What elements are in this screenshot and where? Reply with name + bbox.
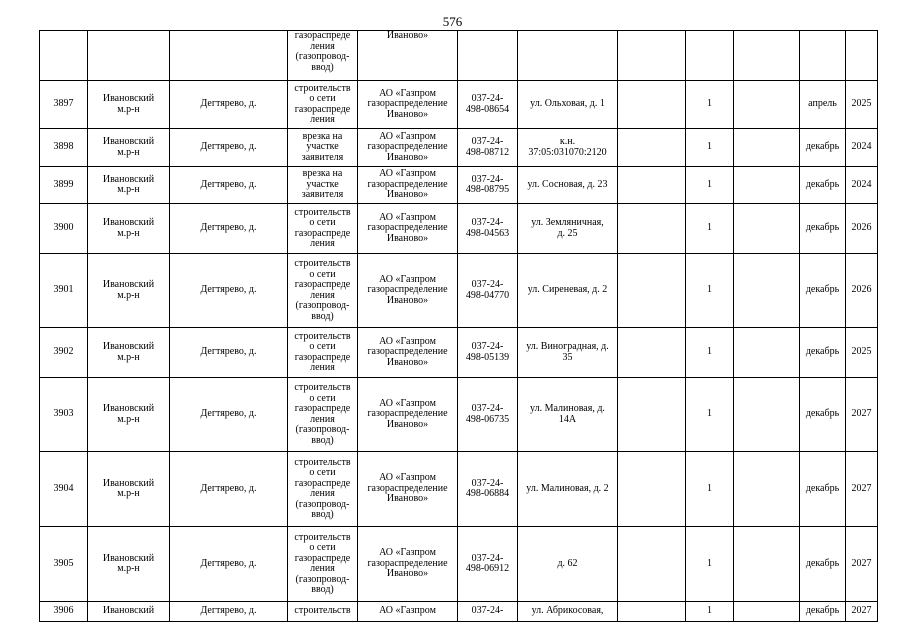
district-line: м.р-н [117, 146, 140, 158]
organization-line: Иваново» [386, 568, 429, 580]
empty-cell-10 [734, 602, 800, 622]
address-cell [518, 81, 618, 129]
organization-line: Иваново» [386, 294, 429, 306]
work-type-line: о сети [309, 392, 336, 404]
work-type-line: (газопровод- [295, 424, 350, 435]
empty-cell-10 [734, 129, 800, 167]
year-cell: 2026 [846, 204, 878, 254]
application-code-line: 498-04563 [465, 227, 510, 239]
district-cell [88, 167, 170, 204]
application-code-line: 037-24- [471, 477, 504, 489]
district-line: Ивановский [102, 341, 155, 352]
month-cell: декабрь [800, 167, 846, 204]
district-cell [88, 254, 170, 328]
district-line: Ивановский [102, 552, 155, 564]
organization-line: Иваново» [386, 418, 429, 430]
organization-line: Иваново» [386, 356, 429, 368]
quantity-cell: 1 [686, 204, 734, 254]
district-line: м.р-н [117, 227, 140, 239]
organization-line: АО «Газпром [379, 605, 436, 617]
address-line: ул. Виноградная, д. [526, 341, 609, 352]
table-body [40, 31, 878, 622]
month-cell: декабрь [800, 452, 846, 527]
district-line: м.р-н [117, 413, 140, 425]
row-number-cell: 3906 [40, 602, 88, 622]
district-line: м.р-н [117, 351, 140, 363]
application-code-cell [458, 31, 518, 81]
work-type-line: газораспреде [294, 30, 351, 41]
organization-cell [358, 602, 458, 622]
work-type-line: о сети [309, 542, 336, 553]
organization-line: АО «Газпром [379, 87, 436, 99]
work-type-line: участке [306, 178, 339, 190]
month-cell: декабрь [800, 204, 846, 254]
work-type-cell [288, 167, 358, 204]
application-code-line: 037-24- [471, 341, 504, 352]
year-cell: 2024 [846, 167, 878, 204]
address-line: ул. Сиреневая, д. 2 [527, 284, 608, 296]
organization-line: Иваново» [386, 108, 429, 120]
organization-line: Иваново» [386, 493, 429, 505]
organization-line: АО «Газпром [379, 397, 436, 409]
work-type-line: ления [310, 40, 335, 52]
address-line: ул. Малиновая, д. 2 [526, 482, 609, 494]
application-code-line: 037-24- [471, 605, 504, 617]
organization-line: газораспределение [367, 178, 448, 190]
quantity-cell: 1 [686, 452, 734, 527]
address-line: ул. Абрикосовая, [531, 605, 604, 617]
address-line: д. 62 [557, 557, 578, 569]
empty-cell-8 [618, 527, 686, 602]
work-type-line: заявителя [301, 189, 344, 201]
address-cell [518, 31, 618, 81]
organization-line: Иваново» [386, 30, 429, 41]
quantity-cell: 1 [686, 602, 734, 622]
application-code-cell [458, 167, 518, 204]
district-line: м.р-н [117, 103, 140, 115]
work-type-line: ления [310, 238, 335, 249]
application-code-cell [458, 527, 518, 602]
data-table [39, 30, 878, 622]
table-row [40, 204, 878, 254]
organization-line: газораспределение [367, 557, 448, 569]
work-type-line: о сети [309, 341, 336, 352]
application-code-line: 037-24- [471, 279, 504, 290]
district-line: м.р-н [117, 563, 140, 574]
table-row [40, 602, 878, 622]
address-line: ул. Малиновая, д. [530, 403, 605, 414]
district-line: Ивановский [102, 605, 155, 617]
district-cell [88, 129, 170, 167]
settlement-cell: Дегтярево, д. [170, 527, 288, 602]
work-type-line: строительств [294, 206, 351, 218]
work-type-line: ввод) [311, 434, 334, 446]
work-type-line: строительств [294, 82, 351, 94]
address-cell [518, 328, 618, 378]
work-type-line: (газопровод- [295, 498, 350, 510]
row-number-cell [40, 31, 88, 81]
application-code-cell [458, 81, 518, 129]
application-code-cell [458, 254, 518, 328]
month-cell: декабрь [800, 129, 846, 167]
work-type-line: ления [310, 413, 335, 425]
address-line: ул. Сосновая, д. 23 [527, 178, 608, 190]
quantity-cell [686, 31, 734, 81]
address-line: д. 25 [557, 227, 578, 239]
work-type-line: ввод) [311, 310, 334, 322]
empty-cell-8 [618, 452, 686, 527]
organization-line: АО «Газпром [379, 130, 436, 142]
address-cell [518, 254, 618, 328]
work-type-line: газораспреде [294, 227, 351, 239]
organization-cell [358, 254, 458, 328]
table-row [40, 167, 878, 204]
address-cell [518, 452, 618, 527]
organization-cell [358, 81, 458, 129]
year-cell: 2025 [846, 81, 878, 129]
work-type-cell [288, 129, 358, 167]
work-type-line: (газопровод- [295, 573, 350, 585]
organization-line: Иваново» [386, 232, 429, 244]
month-cell: декабрь [800, 602, 846, 622]
quantity-cell: 1 [686, 167, 734, 204]
quantity-cell: 1 [686, 328, 734, 378]
work-type-line: ввод) [311, 61, 334, 73]
table-row [40, 527, 878, 602]
organization-line: газораспределение [367, 482, 448, 494]
quantity-cell: 1 [686, 81, 734, 129]
year-cell: 2024 [846, 129, 878, 167]
work-type-line: (газопровод- [295, 51, 350, 62]
row-number-cell: 3899 [40, 167, 88, 204]
address-line: 37:05:031070:2120 [528, 146, 607, 158]
empty-cell-10 [734, 254, 800, 328]
settlement-cell: Дегтярево, д. [170, 129, 288, 167]
district-cell [88, 378, 170, 452]
table-row [40, 328, 878, 378]
address-line: ул. Ольховая, д. 1 [530, 98, 605, 110]
year-cell [846, 31, 878, 81]
table-row [40, 254, 878, 328]
district-cell [88, 204, 170, 254]
address-cell [518, 527, 618, 602]
application-code-cell [458, 378, 518, 452]
organization-line: газораспределение [367, 98, 448, 110]
application-code-cell [458, 452, 518, 527]
district-cell [88, 81, 170, 129]
application-code-line: 037-24- [471, 173, 504, 185]
work-type-cell [288, 378, 358, 452]
row-number-cell: 3905 [40, 527, 88, 602]
organization-line: Иваново» [386, 151, 429, 163]
organization-cell [358, 378, 458, 452]
organization-line: Иваново» [386, 189, 429, 201]
row-number-cell: 3898 [40, 129, 88, 167]
organization-cell [358, 129, 458, 167]
table-row [40, 378, 878, 452]
month-cell [800, 31, 846, 81]
organization-line: АО «Газпром [379, 168, 436, 180]
empty-cell-8 [618, 129, 686, 167]
organization-line: газораспределение [367, 284, 448, 296]
page-number: 576 [442, 14, 463, 29]
organization-cell [358, 167, 458, 204]
address-cell [518, 129, 618, 167]
empty-cell-10 [734, 452, 800, 527]
work-type-line: газораспреде [294, 552, 351, 564]
year-cell: 2027 [846, 452, 878, 527]
address-line: 14А [558, 413, 577, 425]
work-type-line: газораспреде [294, 477, 351, 489]
work-type-cell [288, 31, 358, 81]
table-row [40, 452, 878, 527]
application-code-line: 498-06912 [465, 563, 510, 574]
empty-cell-8 [618, 602, 686, 622]
district-line: Ивановский [102, 279, 155, 290]
year-cell: 2027 [846, 602, 878, 622]
empty-cell-10 [734, 31, 800, 81]
month-cell: декабрь [800, 378, 846, 452]
organization-line: газораспределение [367, 141, 448, 153]
empty-cell-10 [734, 167, 800, 204]
work-type-line: газораспреде [294, 351, 351, 363]
year-cell: 2025 [846, 328, 878, 378]
district-line: Ивановский [102, 403, 155, 414]
empty-cell-8 [618, 31, 686, 81]
organization-cell [358, 527, 458, 602]
district-cell [88, 328, 170, 378]
work-type-line: газораспреде [294, 403, 351, 414]
month-cell: апрель [800, 81, 846, 129]
application-code-line: 498-08712 [465, 146, 510, 158]
application-code-line: 498-06884 [465, 488, 510, 499]
application-code-line: 498-08795 [465, 184, 510, 195]
work-type-line: заявителя [301, 151, 344, 163]
district-line: м.р-н [117, 289, 140, 301]
address-cell [518, 167, 618, 204]
organization-line: газораспределение [367, 346, 448, 358]
work-type-line: ввод) [311, 509, 334, 520]
work-type-line: строительств [294, 330, 351, 342]
address-line: к.н. [559, 136, 576, 147]
work-type-line: ления [310, 362, 335, 373]
table-row [40, 31, 878, 81]
table-row [40, 129, 878, 167]
year-cell: 2027 [846, 378, 878, 452]
settlement-cell: Дегтярево, д. [170, 81, 288, 129]
district-line: Ивановский [102, 136, 155, 147]
work-type-cell [288, 204, 358, 254]
application-code-line: 498-05139 [465, 351, 510, 363]
empty-cell-10 [734, 81, 800, 129]
application-code-cell [458, 328, 518, 378]
district-line: м.р-н [117, 184, 140, 195]
work-type-line: о сети [309, 268, 336, 280]
year-cell: 2026 [846, 254, 878, 328]
address-line: 35 [562, 351, 573, 363]
work-type-cell [288, 81, 358, 129]
work-type-line: о сети [309, 467, 336, 478]
organization-line: АО «Газпром [379, 335, 436, 347]
work-type-cell [288, 452, 358, 527]
work-type-line: о сети [309, 93, 336, 104]
work-type-cell [288, 254, 358, 328]
work-type-line: участке [306, 141, 339, 153]
application-code-line: 037-24- [471, 552, 504, 564]
empty-cell-8 [618, 204, 686, 254]
settlement-cell: Дегтярево, д. [170, 452, 288, 527]
application-code-line: 037-24- [471, 217, 504, 228]
year-cell: 2027 [846, 527, 878, 602]
district-cell [88, 31, 170, 81]
work-type-line: строительств [294, 605, 351, 617]
organization-line: АО «Газпром [379, 211, 436, 223]
quantity-cell: 1 [686, 254, 734, 328]
row-number-cell: 3900 [40, 204, 88, 254]
row-number-cell: 3903 [40, 378, 88, 452]
work-type-line: о сети [309, 217, 336, 228]
district-line: Ивановский [102, 217, 155, 228]
empty-cell-8 [618, 254, 686, 328]
quantity-cell: 1 [686, 378, 734, 452]
organization-line: газораспределение [367, 222, 448, 234]
organization-line: АО «Газпром [379, 472, 436, 484]
address-cell [518, 204, 618, 254]
empty-cell-10 [734, 204, 800, 254]
empty-cell-8 [618, 167, 686, 204]
work-type-cell [288, 328, 358, 378]
settlement-cell: Дегтярево, д. [170, 378, 288, 452]
district-cell [88, 527, 170, 602]
work-type-line: врезка на [302, 130, 343, 142]
application-code-cell [458, 602, 518, 622]
settlement-cell: Дегтярево, д. [170, 167, 288, 204]
application-code-line: 498-04770 [465, 289, 510, 301]
empty-cell-8 [618, 378, 686, 452]
quantity-cell: 1 [686, 129, 734, 167]
application-code-line: 498-08654 [465, 103, 510, 115]
application-code-cell [458, 129, 518, 167]
row-number-cell: 3901 [40, 254, 88, 328]
row-number-cell: 3897 [40, 81, 88, 129]
empty-cell-8 [618, 328, 686, 378]
empty-cell-10 [734, 328, 800, 378]
quantity-cell: 1 [686, 527, 734, 602]
district-line: м.р-н [117, 488, 140, 499]
work-type-line: врезка на [302, 168, 343, 180]
organization-line: АО «Газпром [379, 547, 436, 559]
empty-cell-8 [618, 81, 686, 129]
work-type-line: строительств [294, 531, 351, 543]
work-type-cell [288, 527, 358, 602]
address-cell [518, 602, 618, 622]
settlement-cell: Дегтярево, д. [170, 328, 288, 378]
row-number-cell: 3904 [40, 452, 88, 527]
work-type-line: строительств [294, 382, 351, 393]
application-code-cell [458, 204, 518, 254]
settlement-cell: Дегтярево, д. [170, 602, 288, 622]
organization-cell [358, 31, 458, 81]
work-type-line: газораспреде [294, 103, 351, 115]
month-cell: декабрь [800, 328, 846, 378]
application-code-line: 037-24- [471, 136, 504, 147]
work-type-line: ления [310, 488, 335, 499]
work-type-line: ления [310, 563, 335, 574]
empty-cell-10 [734, 527, 800, 602]
work-type-line: ввод) [311, 584, 334, 595]
address-line: ул. Земляничная, [531, 217, 604, 228]
organization-line: газораспределение [367, 408, 448, 420]
settlement-cell: Дегтярево, д. [170, 254, 288, 328]
row-number-cell: 3902 [40, 328, 88, 378]
settlement-cell: Дегтярево, д. [170, 204, 288, 254]
organization-cell [358, 328, 458, 378]
month-cell: декабрь [800, 254, 846, 328]
application-code-line: 037-24- [471, 403, 504, 414]
organization-line: АО «Газпром [379, 273, 436, 285]
table-row [40, 81, 878, 129]
district-line: Ивановский [102, 173, 155, 185]
work-type-line: ления [310, 289, 335, 301]
work-type-line: газораспреде [294, 279, 351, 290]
work-type-line: строительств [294, 456, 351, 468]
district-line: Ивановский [102, 93, 155, 104]
organization-cell [358, 452, 458, 527]
district-cell [88, 602, 170, 622]
address-cell [518, 378, 618, 452]
district-line: Ивановский [102, 477, 155, 489]
empty-cell-10 [734, 378, 800, 452]
work-type-line: ления [310, 114, 335, 125]
work-type-line: (газопровод- [295, 300, 350, 311]
settlement-cell [170, 31, 288, 81]
organization-cell [358, 204, 458, 254]
application-code-line: 498-06735 [465, 413, 510, 425]
work-type-cell [288, 602, 358, 622]
work-type-line: строительств [294, 258, 351, 269]
district-cell [88, 452, 170, 527]
application-code-line: 037-24- [471, 93, 504, 104]
month-cell: декабрь [800, 527, 846, 602]
